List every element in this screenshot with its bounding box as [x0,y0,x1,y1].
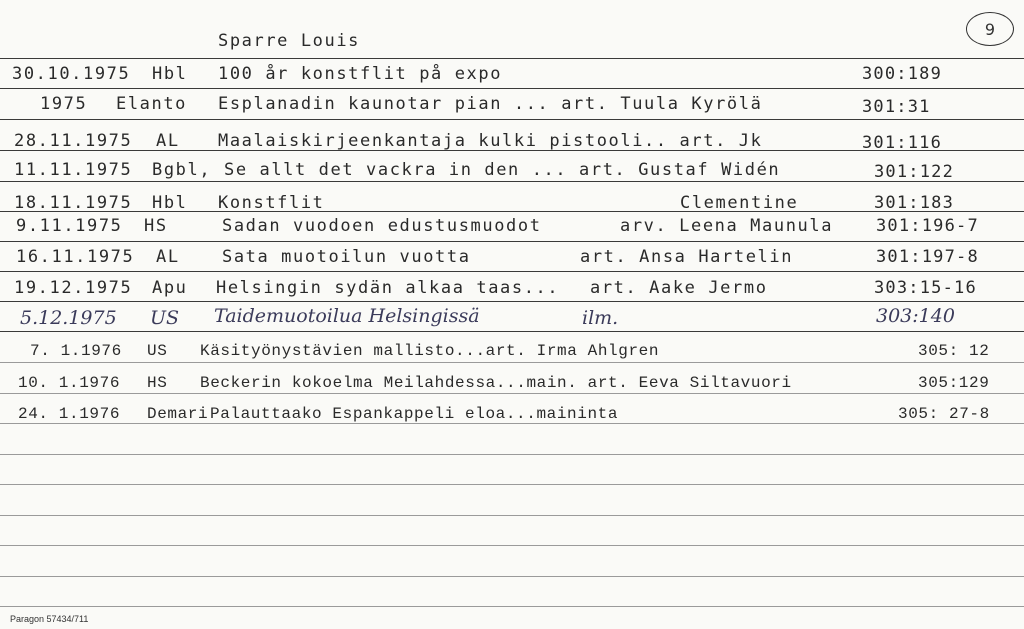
entry-source: Hbl [152,193,188,213]
rule-line [0,515,1024,516]
entry-source: AL [156,247,180,267]
entry-source: Bgbl, [152,160,212,180]
entry-source: Demari [147,405,209,423]
entry-text: Beckerin kokoelma Meilahdessa...main. art. Eeva Siltavuori [200,374,792,392]
entry-author: ilm. [582,307,619,329]
rule-line [0,454,1024,455]
entry-text: Käsityönystävien mallisto...art. Irma Ahlgren [200,342,660,360]
entry-source: AL [156,131,180,151]
entry-text: Taidemuotoilua Helsingissä [214,305,480,327]
rule-line [0,606,1024,607]
entry-source: Apu [152,278,188,298]
entry-source: HS [147,374,168,392]
entry-date: 30.10.1975 [12,64,131,84]
rule-line [0,576,1024,577]
rule-line [0,331,1024,332]
entry-date: 18.11.1975 [14,193,133,213]
entry-ref: 301:196-7 [876,216,979,236]
entry-author: art. Aake Jermo [590,278,768,298]
entry-source: US [150,307,180,329]
entry-author: art. Ansa Hartelin [580,247,794,267]
rule-line [0,241,1024,242]
entry-text: Se allt det vackra in den ... art. Gustaf Widén [224,160,781,180]
entry-source: HS [144,216,168,236]
entry-author: Clementine [680,193,799,213]
entry-ref: 301:122 [874,162,955,182]
rule-line [0,484,1024,485]
entry-date: 16.11.1975 [16,247,135,267]
entry-text: Sadan vuodoen edustusmuodot [222,216,542,236]
rule-line [0,362,1024,363]
entry-date: 7. 1.1976 [30,342,122,360]
rule-line [0,58,1024,59]
entry-text: 100 år konstflit på expo [218,64,503,84]
entry-ref: 300:189 [862,64,943,84]
entry-ref: 303:15-16 [874,278,977,298]
rule-line [0,119,1024,120]
entry-ref: 305: 12 [918,342,990,360]
rule-line [0,181,1024,182]
entry-text: Maalaiskirjeenkantaja kulki pistooli.. art. Jk [218,131,763,151]
entry-date: 5.12.1975 [20,307,117,329]
entry-ref: 303:140 [876,305,955,327]
rule-line [0,88,1024,89]
entry-date: 28.11.1975 [14,131,133,151]
entry-source: Hbl [152,64,188,84]
page-number-circle [966,12,1014,46]
entry-ref: 305:129 [918,374,990,392]
entry-text: Helsingin sydän alkaa taas... [216,278,560,298]
rule-line [0,393,1024,394]
entry-date: 9.11.1975 [16,216,123,236]
entry-text: Esplanadin kaunotar pian ... art. Tuula Kyrölä [218,94,763,114]
entry-text: Sata muotoilun vuotta [222,247,471,267]
entry-date: 1975 [40,94,88,114]
rule-line [0,301,1024,302]
card-footer: Paragon 57434/711 [10,614,89,624]
entry-source: US [147,342,168,360]
entry-ref: 301:183 [874,193,955,213]
entry-date: 10. 1.1976 [18,374,121,392]
rule-line [0,545,1024,546]
entry-date: 11.11.1975 [14,160,133,180]
rule-line [0,271,1024,272]
entry-text: Palauttaako Espankappeli eloa...maininta [210,405,619,423]
entry-ref: 301:116 [862,133,943,153]
entry-ref: 301:197-8 [876,247,979,267]
page-number: 9 [984,19,996,39]
entry-source: Elanto [116,94,188,114]
card-header: Sparre Louis [218,31,361,51]
entry-author: arv. Leena Maunula [620,216,834,236]
entry-date: 19.12.1975 [14,278,133,298]
entry-text: Konstflit [218,193,325,213]
entry-date: 24. 1.1976 [18,405,121,423]
entry-ref: 305: 27-8 [898,405,990,423]
entry-ref: 301:31 [862,97,931,117]
